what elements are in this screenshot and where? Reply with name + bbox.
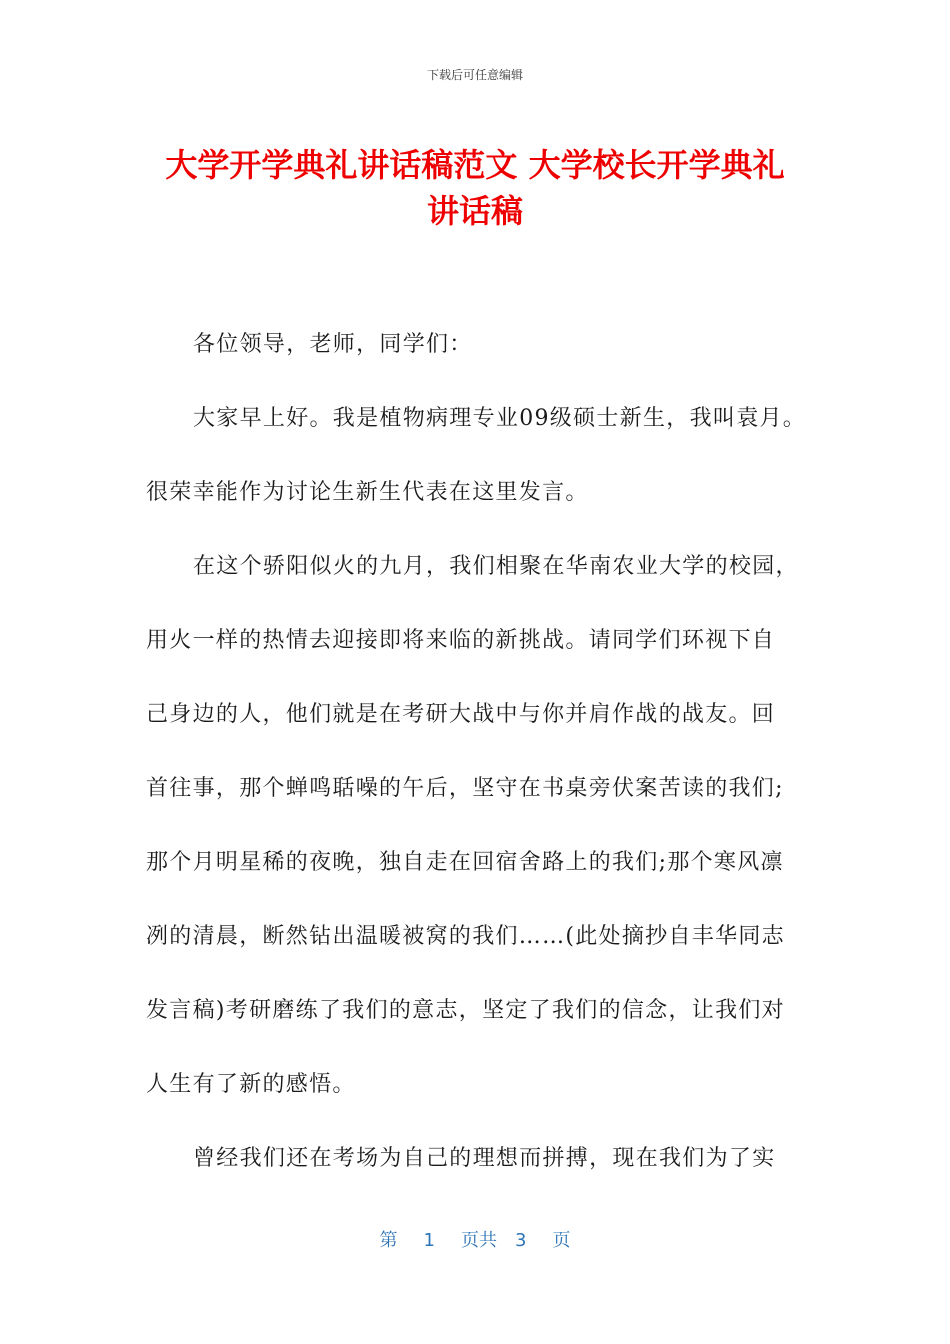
body-line-salutation: 各位领导，老师，同学们：	[193, 332, 473, 357]
header-note: 下载后可任意编辑	[426, 68, 523, 82]
document-title	[120, 142, 830, 234]
page-footer	[0, 1226, 950, 1252]
document-body	[146, 322, 818, 1210]
body-line: 很荣幸能作为讨论生新生代表在这里发言。	[146, 480, 589, 505]
body-line: 首往事，那个蝉鸣聒噪的午后，坚守在书桌旁伏案苦读的我们;	[146, 776, 784, 801]
body-line: 人生有了新的感悟。	[146, 1072, 356, 1097]
footer-total-pages: 3	[515, 1230, 527, 1251]
body-line: 用火一样的热情去迎接即将来临的新挑战。请同学们环视下自	[146, 628, 776, 653]
body-line: 那个月明星稀的夜晚，独自走在回宿舍路上的我们;那个寒风凛	[146, 850, 784, 875]
body-line: 曾经我们还在考场为自己的理想而拼搏，现在我们为了实	[193, 1146, 776, 1171]
body-line: 大家早上好。我是植物病理专业09级硕士新生，我叫袁月。	[193, 406, 807, 431]
body-line: 己身边的人，他们就是在考研大战中与你并肩作战的战友。回	[146, 702, 776, 727]
title-line-1: 大学开学典礼讲话稿范文 大学校长开学典礼	[165, 146, 785, 184]
footer-page-number: 1	[423, 1230, 435, 1251]
body-line: 发言稿)考研磨练了我们的意志，坚定了我们的信念，让我们对	[146, 998, 785, 1023]
body-line: 冽的清晨，断然钻出温暖被窝的我们……(此处摘抄自丰华同志	[146, 924, 785, 949]
footer-page-suffix: 页	[552, 1230, 571, 1251]
body-line: 在这个骄阳似火的九月，我们相聚在华南农业大学的校园，	[193, 554, 799, 579]
title-line-2: 讲话稿	[426, 192, 523, 230]
footer-page-label: 第	[379, 1230, 398, 1251]
footer-total-label: 页共	[461, 1230, 497, 1251]
